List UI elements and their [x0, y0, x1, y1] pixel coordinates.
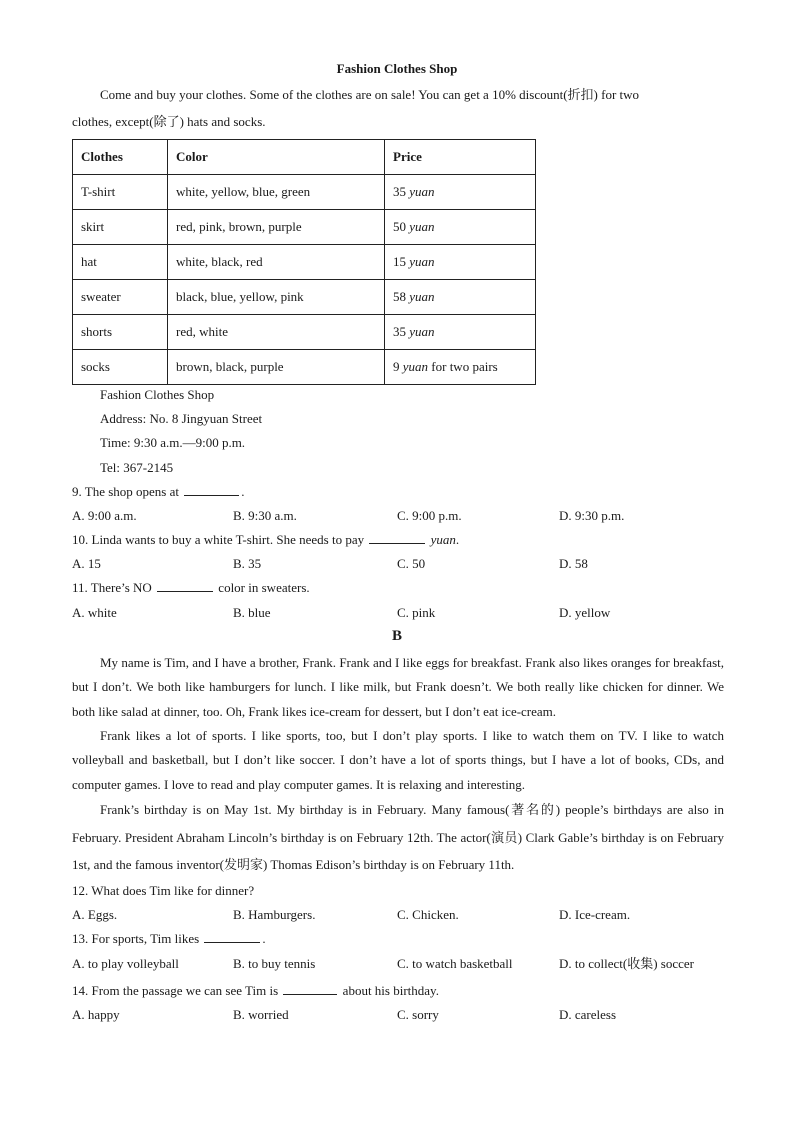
question-10: 10. Linda wants to buy a white T-shirt. She needs to pay yuan.: [72, 532, 460, 547]
table-row: [73, 245, 536, 280]
option-d: D. 58: [559, 556, 588, 571]
cell-color: red, pink, brown, purple: [168, 210, 385, 245]
option-d: D. yellow: [559, 605, 611, 620]
shop-hours: Time: 9:30 a.m.—9:00 p.m.: [100, 435, 246, 450]
option-a: A. 15: [72, 556, 101, 571]
table-row: [73, 175, 536, 210]
passage-paragraph-1: My name is Tim, and I have a brother, Frank. Frank and I like eggs for breakfast. Frank also likes oranges for breakfast, but I don’t. We both like hamburgers for lunch. I like milk, but Frank doesn’t. We both really like chicken for dinner. We both like salad at dinner, too. Oh, Frank likes ice-cream for dessert, but I don’t eat ice-cream.: [72, 655, 724, 719]
answer-blank: [157, 579, 213, 592]
passage-paragraph-2: Frank likes a lot of sports. I like sports, too, but I don’t play sports. I like to watch them on TV. I like to watch volleyball and basketball, but I don’t like soccer. I don’t have a lot of sports things, but I have a lot of books, CDs, and computer games. I love to read and play computer games. It is relaxing and interesting.: [72, 728, 724, 792]
option-a: A. 9:00 a.m.: [72, 508, 137, 523]
cell-item: T-shirt: [73, 175, 168, 210]
option-c: C. 9:00 p.m.: [397, 508, 462, 523]
answer-blank: [204, 930, 260, 943]
header-clothes: Clothes: [73, 140, 168, 175]
question-11: 11. There’s NO color in sweaters.: [72, 580, 310, 595]
cell-price: 58 yuan: [385, 280, 536, 315]
header-color: Color: [168, 140, 385, 175]
option-d: D. to collect(收集) soccer: [559, 956, 695, 971]
answer-blank: [283, 982, 337, 995]
cell-color: white, black, red: [168, 245, 385, 280]
option-b: B. worried: [233, 1007, 289, 1022]
table-row: [73, 315, 536, 350]
intro-line-1: Come and buy your clothes. Some of the clothes are on sale! You can get a 10% discount(折扣) for two: [100, 87, 640, 102]
question-12: 12. What does Tim like for dinner?: [72, 883, 255, 898]
cell-item: hat: [73, 245, 168, 280]
option-b: B. 9:30 a.m.: [233, 508, 297, 523]
cell-price: 35 yuan: [385, 175, 536, 210]
option-a: A. happy: [72, 1007, 120, 1022]
table-row: [73, 350, 536, 385]
option-b: B. 35: [233, 556, 262, 571]
question-13: 13. For sports, Tim likes .: [72, 931, 266, 946]
shop-phone: Tel: 367-2145: [100, 460, 174, 475]
cell-price: 50 yuan: [385, 210, 536, 245]
cell-color: brown, black, purple: [168, 350, 385, 385]
cell-price: 15 yuan: [385, 245, 536, 280]
section-b-heading: B: [391, 628, 402, 644]
question-9: 9. The shop opens at .: [72, 484, 245, 499]
header-price: Price: [385, 140, 536, 175]
option-d: D. Ice-cream.: [559, 907, 631, 922]
option-d: D. 9:30 p.m.: [559, 508, 625, 523]
cell-price: 35 yuan: [385, 315, 536, 350]
cell-item: shorts: [73, 315, 168, 350]
option-c: C. Chicken.: [397, 907, 459, 922]
answer-blank: [184, 483, 239, 496]
shop-name: Fashion Clothes Shop: [100, 387, 215, 402]
passage-paragraph-3: Frank’s birthday is on May 1st. My birthday is in February. Many famous(著名的) people’s birthdays are also in February. President Abraham Lincoln’s birthday is on February 12th. The actor(演员) Clark Gable’s birthday is on February 1st, and the famous inventor(发明家) Thomas Edison’s birthday is on February 11th.: [72, 802, 724, 872]
clothes-price-table: [72, 139, 536, 385]
option-c: C. to watch basketball: [397, 956, 513, 971]
table-row: [73, 280, 536, 315]
cell-item: skirt: [73, 210, 168, 245]
cell-item: sweater: [73, 280, 168, 315]
option-b: B. to buy tennis: [233, 956, 316, 971]
cell-color: white, yellow, blue, green: [168, 175, 385, 210]
option-c: C. pink: [397, 605, 436, 620]
shop-address: Address: No. 8 Jingyuan Street: [100, 411, 263, 426]
option-d: D. careless: [559, 1007, 617, 1022]
cell-item: socks: [73, 350, 168, 385]
option-a: A. to play volleyball: [72, 956, 179, 971]
option-c: C. sorry: [397, 1007, 439, 1022]
option-c: C. 50: [397, 556, 426, 571]
option-a: A. white: [72, 605, 117, 620]
option-a: A. Eggs.: [72, 907, 118, 922]
intro-line-2: clothes, except(除了) hats and socks.: [72, 114, 266, 129]
cell-color: black, blue, yellow, pink: [168, 280, 385, 315]
table-row: [73, 210, 536, 245]
answer-blank: [369, 531, 425, 544]
shop-title: Fashion Clothes Shop: [336, 61, 458, 76]
question-14: 14. From the passage we can see Tim is about his birthday.: [72, 983, 439, 998]
cell-price: 9 yuan for two pairs: [385, 350, 536, 385]
cell-color: red, white: [168, 315, 385, 350]
option-b: B. Hamburgers.: [233, 907, 316, 922]
option-b: B. blue: [233, 605, 271, 620]
table-header-row: [73, 140, 536, 175]
